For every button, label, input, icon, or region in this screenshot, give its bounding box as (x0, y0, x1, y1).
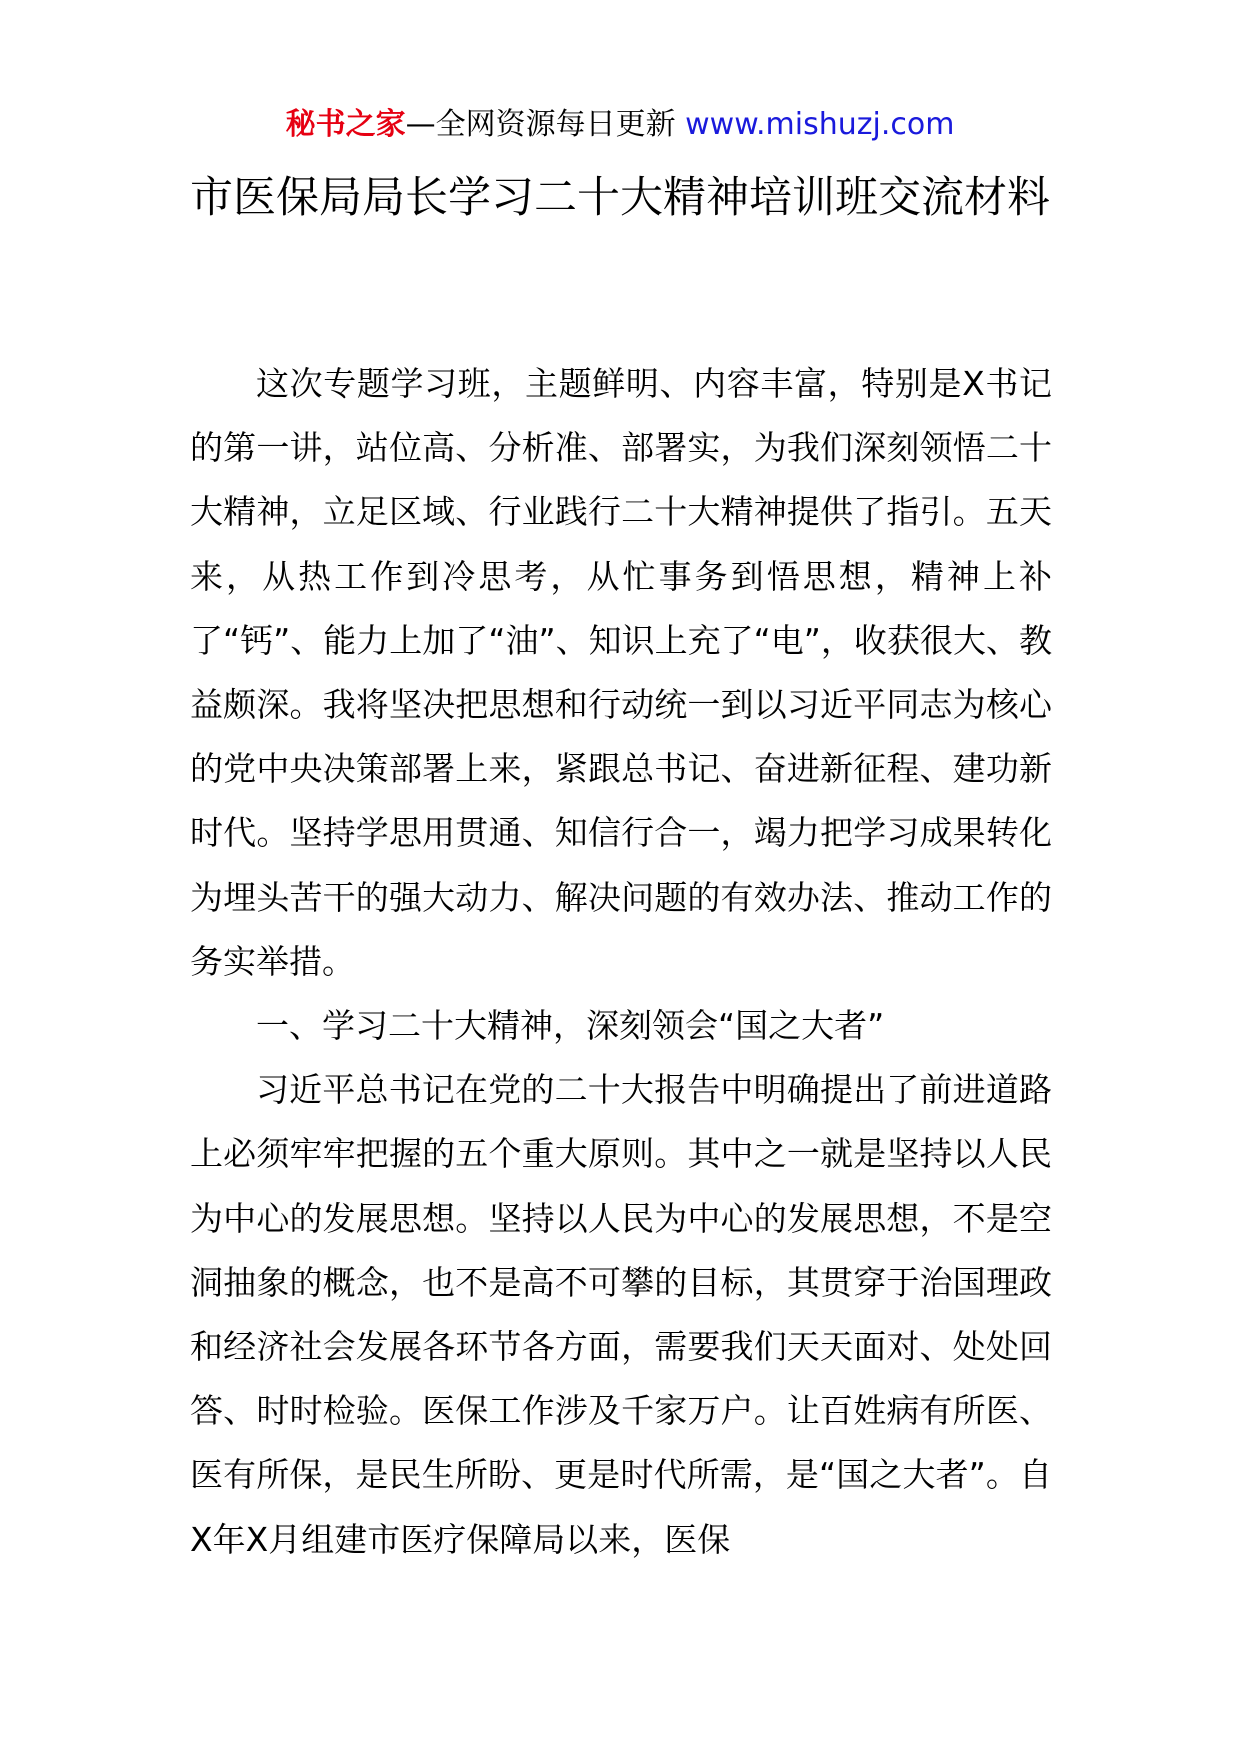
site-brand-name: 秘书之家 (285, 107, 406, 142)
document-body (190, 352, 1052, 1572)
section-1-paragraph: 习近平总书记在党的二十大报告中明确提出了前进道路上必须牢牢把握的五个重大原则。其中之一就是坚持以人民为中心的发展思想。坚持以人民为中心的发展思想，不是空洞抽象的概念，也不是高不可攀的目标，其贯穿于治国理政和经济社会发展各环节各方面，需要我们天天面对、处处回答、时时检验。医保工作涉及千家万户。让百姓病有所医、医有所保，是民生所盼、更是时代所需，是“国之大者”。自X年X月组建市医疗保障局以来，医保 (190, 1070, 1052, 1559)
site-header-banner (0, 100, 1240, 150)
intro-paragraph: 这次专题学习班，主题鲜明、内容丰富，特别是X书记的第一讲，站位高、分析准、部署实，为我们深刻领悟二十大精神，立足区域、行业践行二十大精神提供了指引。五天来，从热工作到冷思考，从忙事务到悟思想，精神上补了“钙”、能力上加了“油”、知识上充了“电”，收获很大、教益颇深。我将坚决把思想和行动统一到以习近平同志为核心的党中央决策部署上来，紧跟总书记、奋进新征程、建功新时代。坚持学思用贯通、知信行合一，竭力把学习成果转化为埋头苦干的强大动力、解决问题的有效办法、推动工作的务实举措。 (190, 364, 1052, 981)
document-title: 市医保局局长学习二十大精神培训班交流材料 (190, 173, 1050, 223)
site-tagline: —全网资源每日更新 (405, 107, 676, 142)
section-heading-1: 一、学习二十大精神，深刻领会“国之大者” (256, 1006, 885, 1046)
site-url-link[interactable]: www.mishuzj.com (685, 107, 955, 142)
